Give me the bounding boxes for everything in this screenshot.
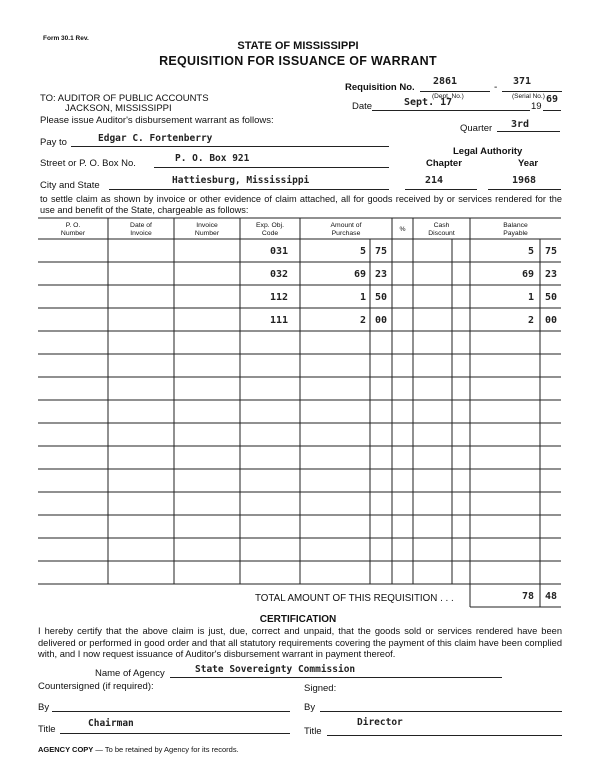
- year-label: Year: [518, 158, 539, 169]
- row3-code: 112: [270, 292, 289, 303]
- agency-value: State Sovereignty Commission: [195, 664, 356, 675]
- row2-code: 032: [270, 269, 289, 280]
- row1-balance-dollars: 5: [527, 246, 534, 257]
- row2-balance-cents: 23: [545, 269, 558, 280]
- requisition-label: Requisition No.: [345, 82, 415, 93]
- year-authority-value: 1968: [512, 175, 537, 186]
- certification-heading: CERTIFICATION: [259, 614, 337, 625]
- row4-balance-dollars: 2: [527, 315, 534, 326]
- serial-caption: (Serial No.): [512, 93, 545, 100]
- row4-amount-cents: 00: [375, 315, 388, 326]
- row1-balance-cents: 75: [545, 246, 558, 257]
- to-line1: TO: AUDITOR OF PUBLIC ACCOUNTS: [40, 93, 209, 104]
- signed-label: Signed:: [304, 683, 337, 694]
- dept-caption: (Dept. No.): [432, 93, 464, 100]
- date-label: Date: [352, 101, 373, 112]
- row2-balance-dollars: 69: [521, 269, 534, 280]
- header-date-of-invoice: Date of Invoice: [130, 222, 152, 237]
- header-cash-discount: Cash Discount: [428, 222, 455, 237]
- left-by-label: By: [38, 702, 50, 713]
- settle-text: to settle claim as shown by invoice or other evidence of claim attached, all for goods received by or services rendered for the use and benefit of the State, chargeable as follows:: [40, 194, 562, 215]
- row4-amount-dollars: 2: [359, 315, 366, 326]
- row2-amount-dollars: 69: [353, 269, 366, 280]
- instruction-text: Please issue Auditor's disbursement warrant as follows:: [40, 115, 274, 126]
- row3-amount-cents: 50: [375, 292, 388, 303]
- right-by-label: By: [304, 702, 316, 713]
- countersigned-label: Countersigned (if required):: [38, 681, 154, 692]
- row3-amount-dollars: 1: [359, 292, 366, 303]
- row1-amount-cents: 75: [375, 246, 388, 257]
- footer-note: AGENCY COPY — To be retained by Agency for its records.: [38, 745, 239, 754]
- city-value: Hattiesburg, Mississippi: [172, 175, 310, 186]
- quarter-label: Quarter: [460, 123, 493, 134]
- pay-to-label: Pay to: [40, 137, 67, 148]
- row2-amount-cents: 23: [375, 269, 388, 280]
- serial-number: 371: [513, 76, 532, 87]
- row3-balance-dollars: 1: [527, 292, 534, 303]
- dept-number: 2861: [433, 76, 458, 87]
- row1-code: 031: [270, 246, 289, 257]
- total-label: TOTAL AMOUNT OF THIS REQUISITION . . .: [255, 593, 454, 604]
- header-po-number: P. O. Number: [60, 222, 86, 237]
- row3-balance-cents: 50: [545, 292, 558, 303]
- to-line2: JACKSON, MISSISSIPPI: [65, 103, 172, 114]
- total-dollars: 78: [521, 591, 534, 602]
- header-amount-of-purchase: Amount of Purchase: [330, 222, 362, 237]
- row4-code: 111: [270, 315, 289, 326]
- left-title-label: Title: [38, 724, 56, 735]
- form-title: REQUISITION FOR ISSUANCE OF WARRANT: [159, 54, 437, 68]
- year-prefix: 19: [531, 101, 542, 112]
- form-number: Form 30.1 Rev.: [43, 35, 89, 42]
- right-title-value: Director: [357, 717, 403, 728]
- chapter-value: 214: [425, 175, 444, 186]
- street-value: P. O. Box 921: [175, 153, 250, 164]
- date-value: Sept. 17: [404, 97, 453, 108]
- state-title: STATE OF MISSISSIPPI: [237, 40, 359, 52]
- total-cents: 48: [545, 591, 558, 602]
- left-title-value: Chairman: [88, 718, 134, 729]
- year-value: 69: [546, 94, 559, 105]
- agency-label: Name of Agency: [95, 668, 165, 679]
- header-exp-obj-code: Exp. Obj. Code: [256, 222, 284, 237]
- legal-authority-label: Legal Authority: [453, 146, 523, 157]
- header-invoice-number: Invoice Number: [194, 222, 220, 237]
- city-label: City and State: [40, 180, 100, 191]
- header-balance-payable: Balance Payable: [503, 222, 528, 237]
- street-label: Street or P. O. Box No.: [40, 158, 136, 169]
- right-title-label: Title: [304, 726, 322, 737]
- row4-balance-cents: 00: [545, 315, 558, 326]
- row1-amount-dollars: 5: [359, 246, 366, 257]
- certification-text: I hereby certify that the above claim is just, due, correct and unpaid, that the goods sold or services rendered have been delivered or performed in good order and that all statutory requirements covering the payment of this claim have been complied with, and I now request issuance of Auditor's disbursement warrant in payment thereof.: [38, 626, 562, 659]
- quarter-value: 3rd: [511, 119, 530, 130]
- header-percent: %: [399, 226, 406, 233]
- chapter-label: Chapter: [426, 158, 462, 169]
- payee-name: Edgar C. Fortenberry: [98, 133, 213, 144]
